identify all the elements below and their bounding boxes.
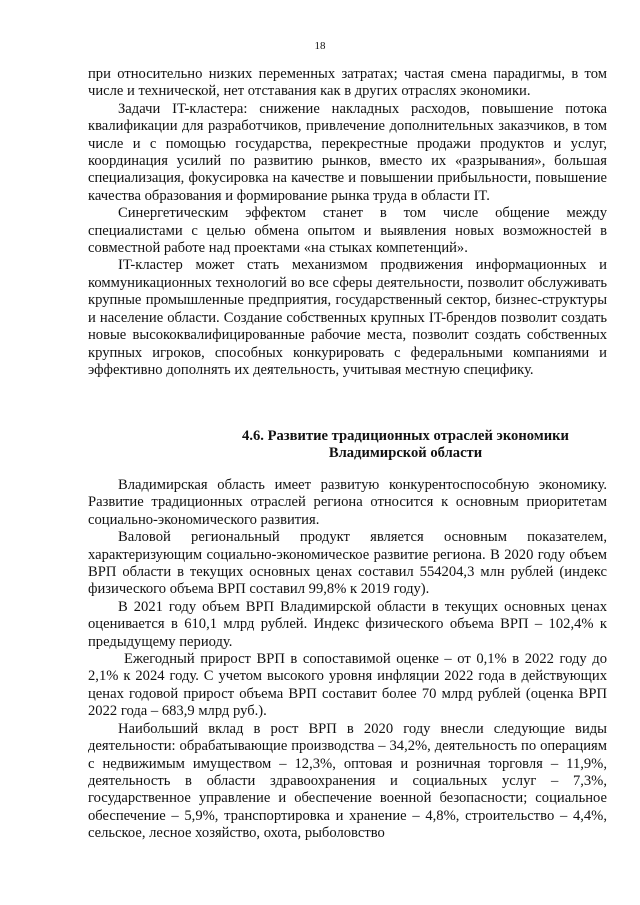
paragraph-grp-growth: Ежегодный прирост ВРП в сопоставимой оценке – от 0,1% в 2022 году до 2,1% к 2024 году. С учетом высокого уровня инфляции 2022 года в действующих ценах годовой прирост объема ВРП составит более 70 млрд рублей (оценка ВРП 2022 года – 683,9 млрд руб.). — [88, 651, 607, 720]
section-heading-line1: 4.6. Развитие традиционных отраслей экономики — [242, 428, 569, 444]
paragraph-grp-contributors: Наибольший вклад в рост ВРП в 2020 году внесли следующие виды деятельности: обрабатывающие производства – 34,2%, деятельность по операциям с недвижимым имуществом – 12,3%, оптовая и розничная торговля – 11,9%, деятельность в области здравоохранения и социальных услуг – 7,3%, государственное управление и обеспечение военной безопасности; социальное обеспечение – 5,9%, транспортировка и хранение – 4,8%, строительство – 4,4%, сельское, лесное хозяйство, охота, рыболовство — [88, 720, 607, 842]
paragraph-grp-2021: В 2021 году объем ВРП Владимирской области в текущих основных ценах оценивается в 610,1 млрд рублей. Индекс физического объема ВРП – 102,4% к предыдущему периоду. — [88, 598, 607, 650]
section-heading — [88, 428, 607, 463]
upper-text-block — [88, 66, 607, 379]
paragraph-it-cluster-mechanism: IT-кластер может стать механизмом продвижения информационных и коммуникационных технологий во все сферы деятельности, позволит обслуживать крупные промышленные предприятия, государственный сектор, бизнес-структуры и население области. Создание собственных крупных IT-брендов позволит создать новые высококвалифицированные рабочие места, позволит создать собственных крупных игроков, способных конкурировать с федеральными компаниями и эффективно дополнять их деятельность, учитывая местную специфику. — [88, 257, 607, 378]
paragraph-it-cluster-tasks: Задачи IT-кластера: снижение накладных расходов, повышение потока квалификации для разработчиков, привлечение дополнительных заказчиков, в том числе и с помощью государства, перекрестные продажи продуктов и услуг, координация усилий по развитию рынков, вместо их «разрывания», большая специализация, фокусировка на качестве и повышении прибыльности, повышение качества образования и формирование рынка труда в области IT. — [88, 100, 607, 204]
paragraph-synergy: Синергетическим эффектом станет в том числе общение между специалистами с целью обмена опытом и выявления новых возможностей в совместной работе над проектами «на стыках компетенций». — [88, 205, 607, 257]
lower-text-block — [88, 477, 607, 843]
paragraph-grp-2020: Валовой региональный продукт является основным показателем, характеризующим социально-экономическое развитие региона. В 2020 году объем ВРП области в текущих основных ценах составил 554204,3 млн рублей (индекс физического объема ВРП составил 99,8% к 2019 году). — [88, 529, 607, 598]
paragraph-region-economy: Владимирская область имеет развитую конкурентоспособную экономику. Развитие традиционных отраслей региона относится к основным приоритетам социально-экономического развития. — [88, 477, 607, 528]
page-number: 18 — [314, 40, 326, 52]
paragraph-continuation: при относительно низких переменных затратах; частая смена парадигмы, в том числе и технической, нет отставания как в других отраслях экономики. — [88, 66, 607, 100]
section-heading-line2: Владимирской области — [328, 445, 483, 462]
